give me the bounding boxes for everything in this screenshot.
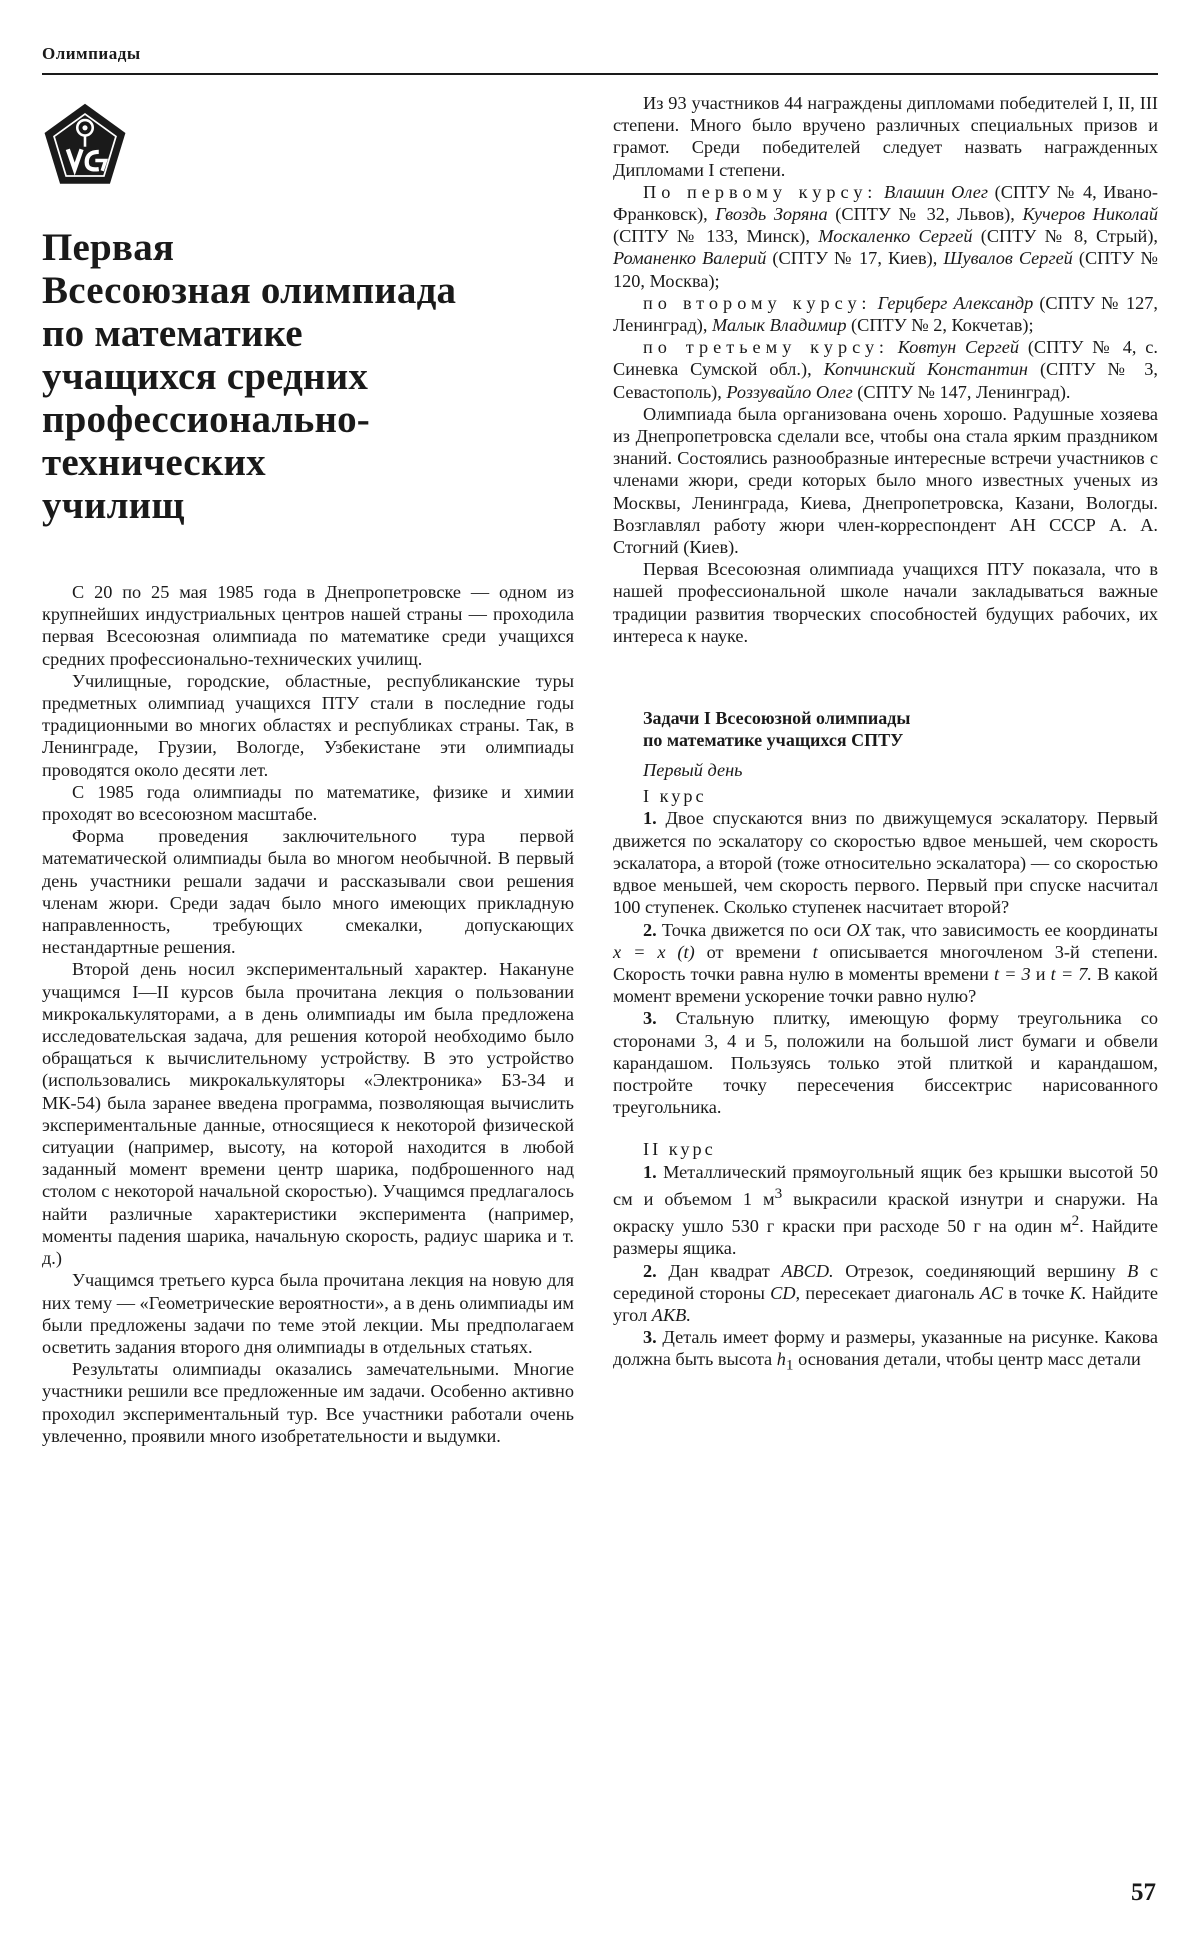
title-line: училищ [42,484,185,527]
math-symbol: t [812,941,818,962]
superscript: 3 [774,1184,783,1202]
winner-school: (СПТУ № 4, с. Синевка Сумской обл.), [613,337,1158,380]
right-column [613,92,1158,1377]
page-number: 57 [1131,1879,1156,1906]
problem-text: основания детали, чтобы центр масс детали [798,1349,1141,1370]
problem-text: и [1035,963,1046,984]
problems-heading-line: Задачи I Всесоюзной олимпиады [643,708,911,729]
problem-text: . Найдите размеры ящика. [613,1216,1158,1259]
problem-item [613,1007,1158,1118]
superscript: 2 [1071,1212,1080,1230]
winner-name: Романенко Валерий [613,248,767,269]
winner-name: Влашин Олег [884,181,989,202]
problems-heading-line: по математике учащихся СПТУ [643,730,904,751]
body-paragraph: Училищные, городские, областные, республиканские туры предметных олимпиад учащихся ПТУ стали в последние годы традиционными во многих областях и республиках страны. Так, в Ленинграде, Грузии, Вологде, Узбекистане эти олимпиады проводятся около десяти лет. [42,670,574,780]
math-symbol: OX [846,919,871,940]
problem-item [613,1260,1158,1327]
day-label: Первый день [643,760,743,781]
problem-number: 1. [643,808,657,829]
body-paragraph: Учащимся третьего курса была прочитана лекция на новую для них тему — «Геометрические вероятности», а в день олимпиады им были предложены задачи по теме этой лекции. Мы предполагаем осветить задания второго дня олимпиады в отдельных статьях. [42,1270,574,1357]
winner-name: Кучеров Николай [1022,204,1159,225]
winner-school: (СПТУ № 17, Киев), [772,248,938,269]
problem-item [613,919,1158,1008]
course-label: По первому курсу: [643,181,878,202]
math-formula: x = x (t) [613,941,695,962]
problems-heading [643,707,1158,751]
winners-third-course [613,336,1158,403]
problem-text: так, что зависимость ее координаты [875,919,1158,940]
winner-school: (СПТУ № 3, Севастополь), [613,359,1158,402]
title-line: Первая [42,226,175,269]
title-line: технических [42,441,266,484]
math-formula: t = 3 [993,963,1031,984]
course-2-label: II курс [643,1139,716,1160]
problem-number: 3. [643,1008,657,1029]
problem-text: Найдите угол [613,1282,1158,1325]
problem-text: Отрезок, соединяющий вершину [845,1260,1116,1281]
winner-school: (СПТУ № 147, Ленинград). [857,381,1071,402]
olympiad-emblem-icon [42,102,128,188]
winner-name: Малык Владимир [712,315,847,336]
math-symbol: AC [979,1282,1004,1303]
problem-item [613,1161,1158,1260]
problem-item [613,807,1158,918]
subscript: 1 [785,1357,794,1374]
winner-name: Шувалов Сергей [943,248,1073,269]
problem-text: описывается многочленом 3-й степени. Скорость точки равна нулю в моменты времени [613,941,1158,984]
problem-text: с серединой стороны [613,1260,1158,1303]
winner-school: (СПТУ № 32, Львов), [835,204,1015,225]
winner-school: (СПТУ № 2, Кокчетав); [851,315,1034,336]
winner-school: (СПТУ № 127, Ленинград), [613,292,1158,336]
title-line: по математике [42,312,303,355]
winner-school: (СПТУ № 8, Стрый), [980,226,1158,247]
problem-text: Дан квадрат [668,1260,770,1281]
running-head: Олимпиады [42,44,141,63]
math-symbol: h [776,1349,786,1370]
body-paragraph: Из 93 участников 44 награждены дипломами победителей I, II, III степени. Много было вручено различных специальных призов и грамот. Среди победителей следует назвать награжденных Дипломами I степени. [613,93,1158,180]
problem-item [613,1326,1158,1377]
winner-school: (СПТУ № 120, Москва); [613,248,1158,291]
problem-number: 1. [643,1161,657,1182]
winner-name: Ковтун Сергей [897,337,1020,358]
body-paragraph: С 1985 года олимпиады по математике, физике и химии проходят во всесоюзном масштабе. [42,781,574,825]
problem-text: выкрасили краской изнутри и снаружи. На окраску ушло 530 г краски при расходе 50 г на один м [613,1188,1158,1237]
problem-text: Стальную плитку, имеющую форму треугольника со сторонами 3, 4 и 5, положили на большой лист бумаги и обвели карандашом. Пользуясь только этой плиткой и карандашом, постройте точку пересечения биссектрис нарисованного треугольника. [613,1008,1158,1118]
body-paragraph: Олимпиада была организована очень хорошо. Радушные хозяева из Днепропетровска сделали все, чтобы она стала ярким праздником знаний. Состоялись разнообразные интересные встречи участников с членами жюри, среди которых было много известных ученых из Москвы, Ленинграда, Киева, Днепропетровска, Казани, Вологды. Возглавлял работу жюри член-корреспондент АН СССР А. А. Стогний (Киев). [613,403,1158,558]
body-paragraph: Первая Всесоюзная олимпиада учащихся ПТУ показала, что в нашей профессиональной школе начали закладываться важные традиции развития творческих способностей будущих рабочих, их интереса к науке. [613,559,1158,646]
course-label: по третьему курсу: [643,337,889,358]
left-column [42,92,574,1447]
winners-second-course [613,292,1158,336]
title-line: профессионально- [42,398,370,441]
title-line: учащихся средних [42,355,369,398]
problem-text: В какой момент времени ускорение точки равно нулю? [613,963,1158,1007]
winner-name: Москаленко Сергей [818,226,973,247]
title-line: Всесоюзная олимпиада [42,269,457,312]
math-symbol: CD, [770,1282,801,1303]
winner-name: Герцберг Александр [877,292,1034,313]
problem-text: Металлический прямоугольный ящик без крышки высотой 50 см и объемом 1 м [613,1161,1159,1209]
problem-text: пересекает диагональ [805,1282,975,1303]
article-title [42,226,574,527]
math-symbol: AKB. [651,1304,691,1325]
body-paragraph: Второй день носил экспериментальный характер. Накануне учащимся I—II курсов была прочитана лекция о пользовании микрокалькуляторами, а в день олимпиады им была предложена исследовательская задача, для решения которой необходимо было обращаться к вычислительному устройству. В это устройство (использовались микрокалькуляторы «Электроника» Б3-34 и МК-54) была заранее введена программа, позволяющая вычислить экспериментальные данные, относящиеся к некоторой физической ситуации (например, высоту, на которой находится в любой заданный момент времени центр шарика, подброшенного над столом с некоторой начальной скоростью). Учащимся предлагалось найти различные характеристики эксперимента (например, моменты падения шарика, начальную скорость, радиус шарика и т. д.) [42,959,574,1269]
course-label: по второму курсу: [643,292,872,313]
winner-name: Гвоздь Зоряна [715,204,828,225]
winners-first-course [613,181,1158,292]
body-paragraph: С 20 по 25 мая 1985 года в Днепропетровске — одном из крупнейших индустриальных центров нашей страны — проходила первая Всесоюзная олимпиада по математике среди учащихся средних профессионально-технических училищ. [42,582,574,669]
winner-name: Роззувайло Олег [726,381,853,402]
header-rule [42,73,1158,75]
math-symbol: ABCD. [781,1260,834,1281]
math-formula: t = 7. [1050,963,1092,984]
math-symbol: B [1127,1260,1139,1281]
problem-text: от времени [706,941,801,962]
body-paragraph: Форма проведения заключительного тура первой математической олимпиады была во многом необычной. В первый день участники решали задачи и рассказывали свои решения членам жюри. Среди задач было много имеющих прикладную направленность, требующих смекалки, допускающих нестандартные решения. [42,826,574,958]
problem-text: Деталь имеет форму и размеры, указанные на рисунке. Какова должна быть высота [613,1327,1158,1370]
winner-name: Копчинский Константин [823,359,1028,380]
problem-number: 2. [643,1260,657,1281]
course-1-label: I курс [643,786,707,807]
winner-school: (СПТУ № 4, Ивано-Франковск), [613,181,1158,225]
winner-school: (СПТУ № 133, Минск), [613,226,810,247]
problem-number: 2. [643,919,657,940]
problem-text: Двое спускаются вниз по движущемуся эскалатору. Первый движется по эскалатору со скоростью вдвое меньшей, чем скорость эскалатора, а второй (тоже относительно эскалатора) — со скоростью вдвое меньшей, чем скорость первого. Первый при спуске насчитал 100 ступенек. Сколько ступенек насчитает второй? [613,808,1158,918]
problem-text: в точке [1008,1282,1065,1303]
math-symbol: K. [1069,1282,1087,1303]
problem-text: Точка движется по оси [661,919,842,940]
body-paragraph: Результаты олимпиады оказались замечательными. Многие участники решили все предложенные им задачи. Особенно активно проходил экспериментальный тур. Все участники работали очень увлеченно, проявили много изобретательности и выдумки. [42,1359,574,1446]
problem-number: 3. [643,1327,657,1348]
